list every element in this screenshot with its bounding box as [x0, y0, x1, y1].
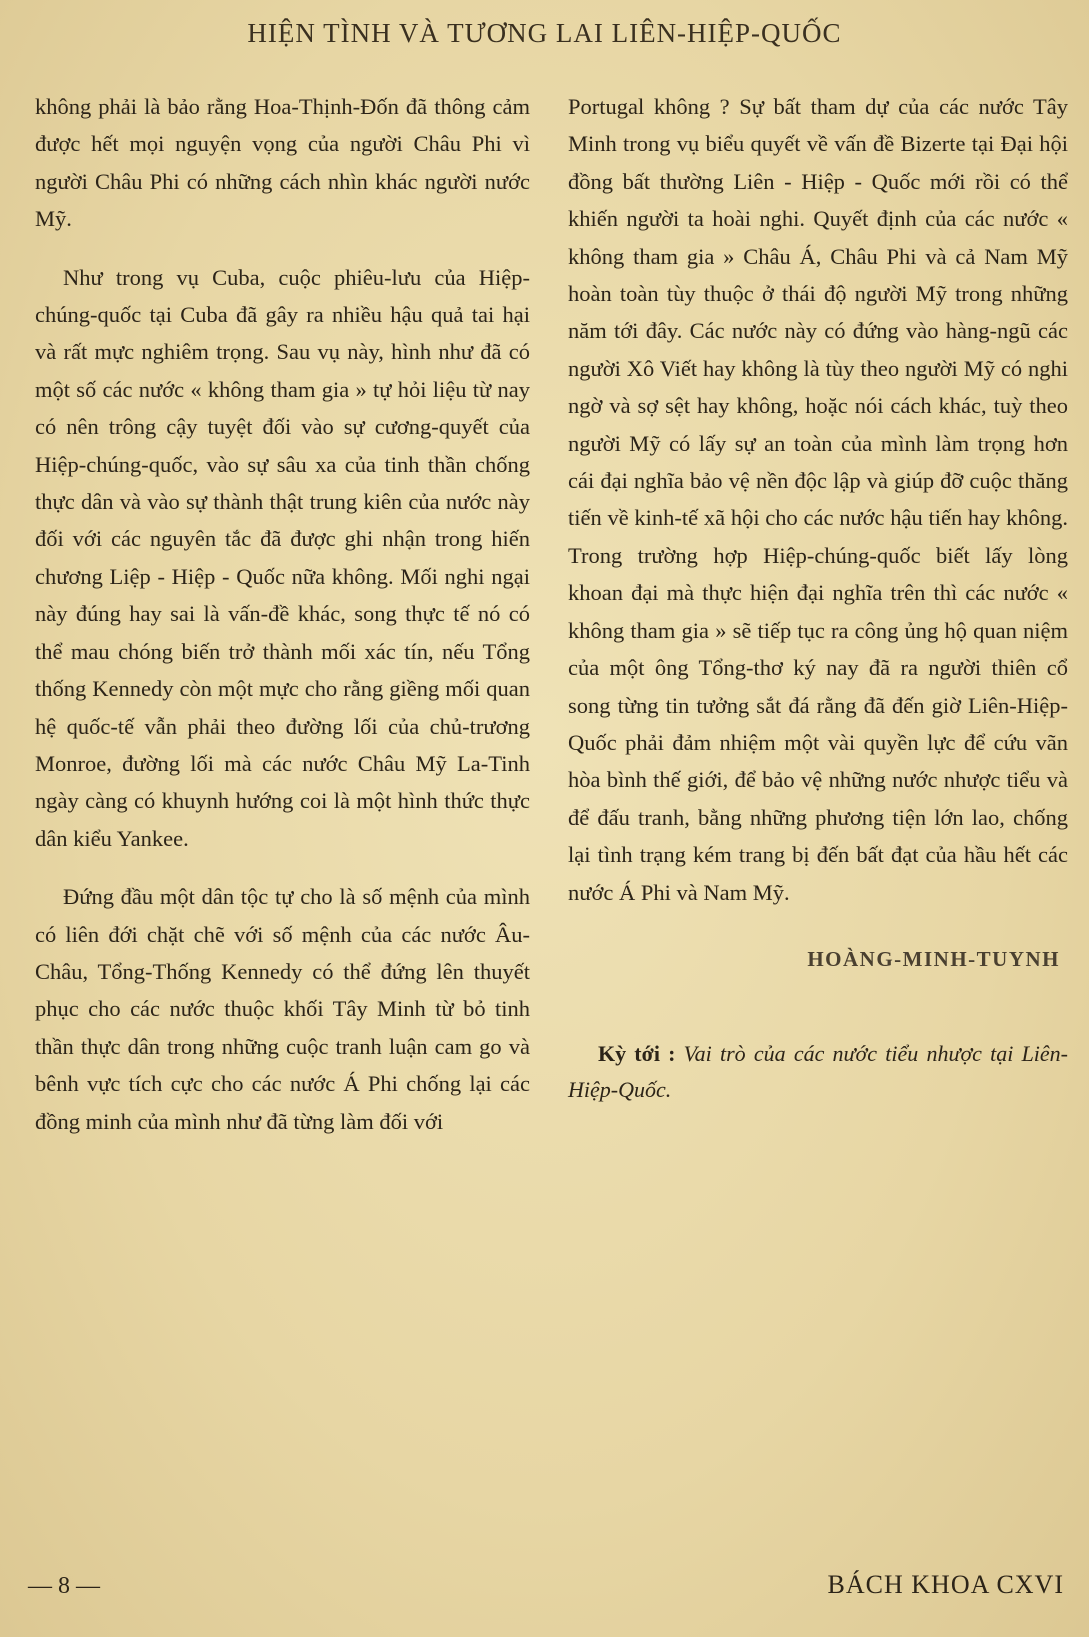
next-issue-note: [568, 1036, 1068, 1108]
page-number: — 8 —: [28, 1573, 100, 1599]
author-signature: HOÀNG-MINH-TUYNH: [807, 946, 1060, 971]
next-issue-title: Vai trò của các nước tiểu nhược tại Liên-Hiệp-Quốc.: [568, 1041, 1069, 1103]
paragraph: Portugal không ? Sự bất tham dự của các nước Tây Minh trong vụ biểu quyết về vấn đề Bizerte tại Đại hội đồng bất thường Liên - Hiệp - Quốc mới rồi có thể khiến người ta hoài nghi. Quyết định của các nước « không tham gia » Châu Á, Châu Phi và cả Nam Mỹ hoàn toàn tùy thuộc ở thái độ người Mỹ trong những năm tới đây. Các nước này có đứng vào hàng-ngũ các người Xô Viết hay không là tùy theo người Mỹ có nghi ngờ và sợ sệt hay không, hoặc nói cách khác, tuỳ theo người Mỹ có lấy sự an toàn của mình làm trọng hơn cái đại nghĩa bảo vệ nền độc lập và giúp đỡ cuộc thăng tiến về kinh-tế xã hội cho các nước hậu tiến hay không. Trong trường hợp Hiệp-chúng-quốc biết lấy lòng khoan đại mà thực hiện đại nghĩa trên thì các nước « không tham gia » sẽ tiếp tục ra công ủng hộ quan niệm của một ông Tổng-thơ ký nay đã ra người thiên cổ song từng tin tưởng sắt đá rằng đã đến giờ Liên-Hiệp-Quốc phải đảm nhiệm một vài quyền lực để cứu vãn hòa bình thế giới, để bảo vệ những nước nhược tiểu và để đấu tranh, bằng những phương tiện lớn lao, chống lại tình trạng kém trang bị đến bất đạt của hầu hết các nước Á Phi và Nam Mỹ.: [568, 94, 1068, 905]
paragraph: Đứng đầu một dân tộc tự cho là số mệnh của mình có liên đới chặt chẽ với số mệnh của các nước Âu-Châu, Tổng-Thống Kennedy có thể đứng lên thuyết phục cho các nước thuộc khối Tây Minh từ bỏ tinh thần thực dân trong những cuộc tranh luận cam go và bênh vực tích cực cho các nước Á Phi chống lại các đồng minh của mình như đã từng làm đối với: [35, 884, 530, 1134]
left-column: [35, 88, 530, 1140]
paragraph: không phải là bảo rằng Hoa-Thịnh-Đốn đã thông cảm được hết mọi nguyện vọng của người Châu Phi vì người Châu Phi có những cách nhìn khác người nước Mỹ.: [35, 94, 530, 232]
running-header: HIỆN TÌNH VÀ TƯƠNG LAI LIÊN-HIỆP-QUỐC: [247, 18, 842, 48]
next-issue-label: Kỳ tới :: [598, 1041, 676, 1067]
paragraph: Như trong vụ Cuba, cuộc phiêu-lưu của Hiệp-chúng-quốc tại Cuba đã gây ra nhiều hậu quả tai hại và rất mực nghiêm trọng. Sau vụ này, hình như đã có một số các nước « không tham gia » tự hỏi liệu từ nay có nên trông cậy tuyệt đối vào sự cương-quyết của Hiệp-chúng-quốc, vào sự sâu xa của tinh thần chống thực dân và vào sự thành thật trung kiên của nước này đối với các nguyên tắc đã được ghi nhận trong hiến chương Liệp - Hiệp - Quốc nữa không. Mối nghi ngại này đúng hay sai là vấn-đề khác, song thực tế nó có thể mau chóng biến trở thành mối xác tín, nếu Tổng thống Kennedy còn một mực cho rằng giềng mối quan hệ quốc-tế vẫn phải theo đường lối của chủ-trương Monroe, đường lối mà các nước Châu Mỹ La-Tinh ngày càng có khuynh hướng coi là một hình thức thực dân kiểu Yankee.: [35, 264, 530, 851]
publication-title: BÁCH KHOA CXVI: [827, 1570, 1064, 1599]
right-column: [568, 88, 1068, 1108]
